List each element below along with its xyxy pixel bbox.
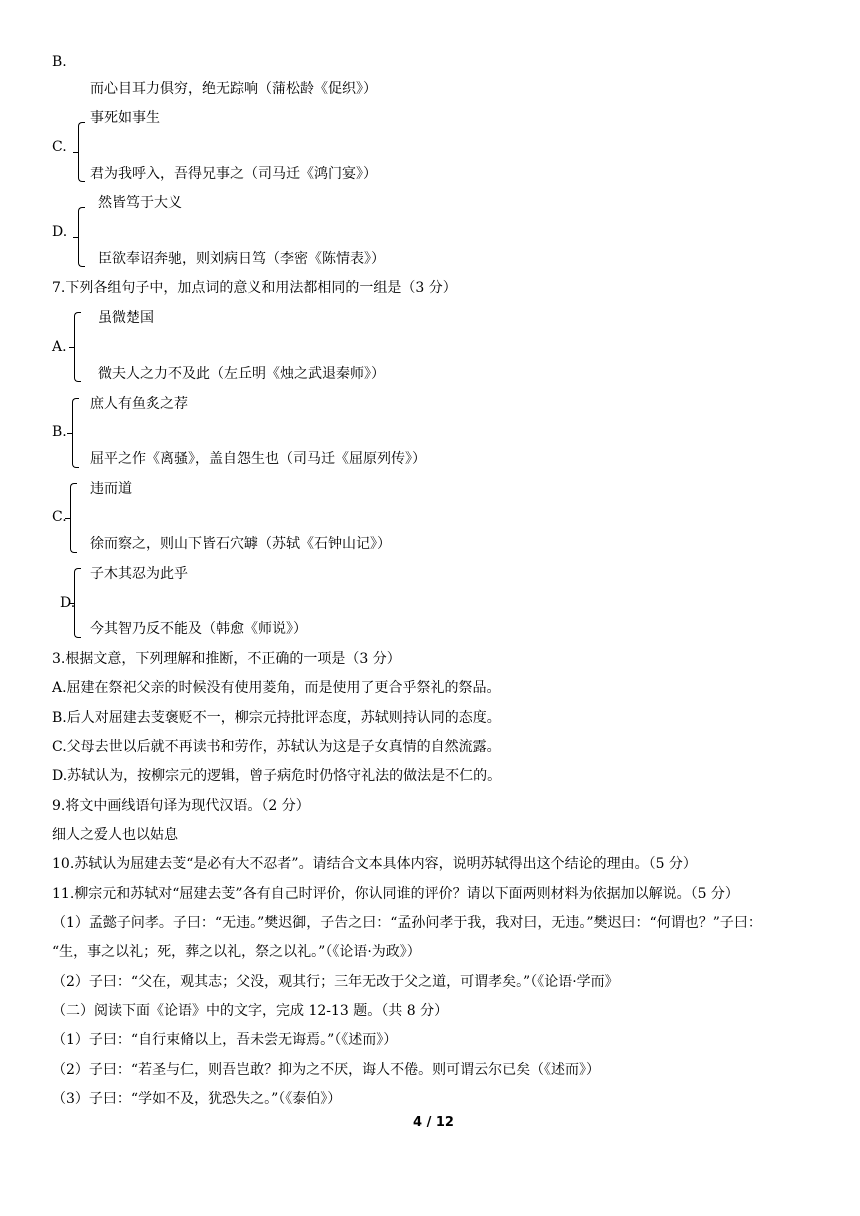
q7-option-b-line1: 庶人有鱼炙之荐: [90, 396, 188, 412]
q7-option-a-line2: 微夫人之力不及此（左丘明《烛之武退秦师》）: [98, 366, 385, 382]
q7-option-c-line2: 徐而察之，则山下皆石穴罅（苏轼《石钟山记》）: [90, 536, 391, 552]
q9-sentence: 细人之爱人也以姑息: [52, 827, 178, 843]
q11-stem: 11.柳宗元和苏轼对“屈建去芰”各有自己时评价，你认同谁的评价？请以下面两则材料为依据加以解说。（5 分）: [52, 886, 739, 902]
page-number: 4 / 12: [413, 1115, 454, 1130]
q6-option-d-label: D.: [52, 224, 68, 240]
q8-option-c: C.父母去世以后就不再读书和劳作，苏轼认为这是子女真情的自然流露。: [52, 739, 501, 755]
q7-option-c-brace: [70, 483, 77, 553]
section-2-quote-1: （1）子曰：“自行束脩以上，吾未尝无诲焉。”（《述而》）: [52, 1032, 398, 1048]
section-2-quote-3: （3）子曰：“学如不及，犹恐失之。”（《泰伯》）: [52, 1091, 342, 1107]
q7-option-c-line1: 违而道: [90, 481, 132, 497]
q6-option-c-line2: 君为我呼入，吾得兄事之（司马迁《鸿门宴》）: [90, 166, 377, 182]
q10-stem: 10.苏轼认为屈建去芰“是必有大不忍者”。请结合文本具体内容，说明苏轼得出这个结论的理由。（5 分）: [52, 856, 697, 872]
q11-material-1-line2: “生，事之以礼；死，葬之以礼，祭之以礼。”（《论语·为政》）: [52, 944, 421, 960]
q7-option-a-line1: 虽微楚国: [98, 310, 154, 326]
q6-option-b-label: B.: [52, 54, 67, 70]
q6-option-b-line: 而心目耳力俱穷，绝无踪响（蒲松龄《促织》）: [90, 81, 377, 97]
q7-stem: 7.下列各组句子中，加点词的意义和用法都相同的一组是（3 分）: [52, 280, 457, 296]
q8-option-a: A.屈建在祭祀父亲的时候没有使用菱角，而是使用了更合乎祭礼的祭品。: [52, 680, 501, 696]
q8-stem: 3.根据文意，下列理解和推断，不正确的一项是（3 分）: [52, 651, 401, 667]
section-2-title: （二）阅读下面《论语》中的文字，完成 12-13 题。（共 8 分）: [52, 1003, 449, 1019]
section-2-quote-2: （2）子曰：“若圣与仁，则吾岂敢？抑为之不厌，诲人不倦。则可谓云尔已矣（《述而》）: [52, 1062, 601, 1078]
q7-option-d-brace: [74, 568, 81, 638]
q6-option-c-line1: 事死如事生: [90, 110, 160, 126]
q9-stem: 9.将文中画线语句译为现代汉语。（2 分）: [52, 798, 310, 814]
q11-material-1-line1: （1）孟懿子问孝。子曰：“无违。”樊迟御，子告之曰：“孟孙问孝于我，我对曰，无违。”樊迟曰：“何谓也？”子曰：: [52, 915, 762, 931]
q7-option-c-label: C.: [52, 509, 67, 525]
q8-option-b: B.后人对屈建去芰褒贬不一，柳宗元持批评态度，苏轼则持认同的态度。: [52, 710, 501, 726]
q11-material-2: （2）子曰：“父在，观其志；父没，观其行；三年无改于父之道，可谓孝矣。”（《论语·学而》: [52, 974, 619, 990]
q6-option-d-brace: [78, 207, 85, 267]
q7-option-a-label: A.: [52, 339, 67, 355]
q6-option-c-brace: [78, 122, 85, 182]
q8-option-d: D.苏轼认为，按柳宗元的逻辑，曾子病危时仍恪守礼法的做法是不仁的。: [52, 768, 502, 784]
q7-option-d-line2: 今其智乃反不能及（韩愈《师说》）: [90, 621, 307, 637]
q7-option-b-line2: 屈平之作《离骚》，盖自怨生也（司马迁《屈原列传》）: [90, 451, 426, 467]
q7-option-d-label: D.: [60, 595, 76, 611]
q7-option-b-label: B.: [52, 424, 67, 440]
q7-option-d-line1: 子木其忍为此乎: [90, 566, 188, 582]
q6-option-d-line2: 臣欲奉诏奔驰，则刘病日笃（李密《陈情表》）: [98, 251, 385, 267]
q7-option-a-brace: [74, 312, 81, 382]
q7-option-b-brace: [72, 398, 79, 468]
q6-option-c-label: C.: [52, 139, 67, 155]
q6-option-d-line1: 然皆笃于大义: [98, 195, 182, 211]
